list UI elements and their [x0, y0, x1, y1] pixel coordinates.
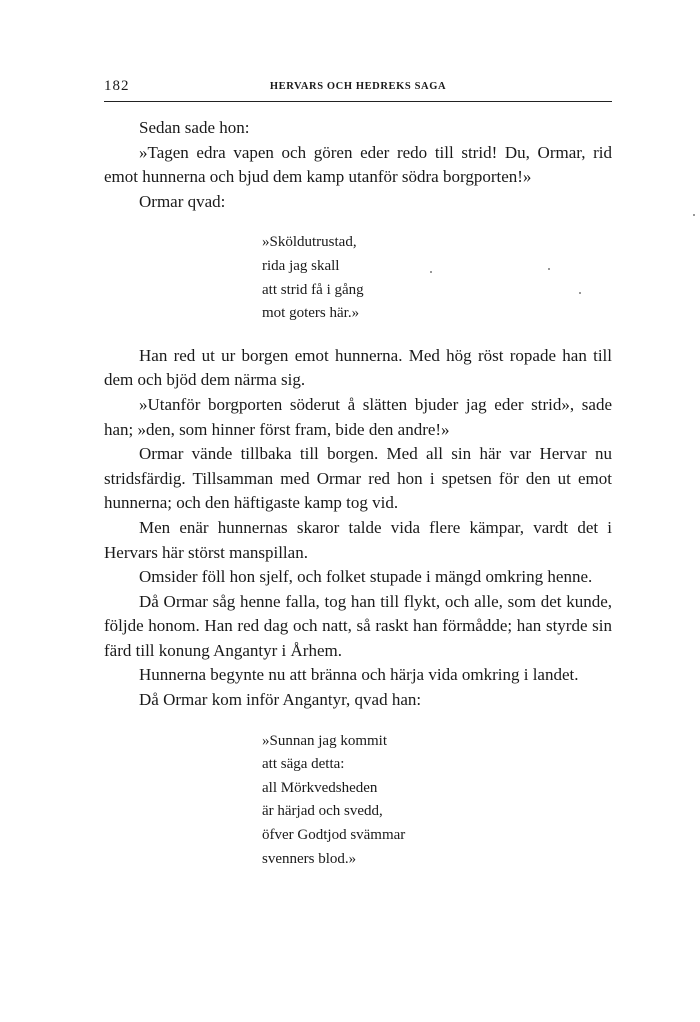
paragraph: »Tagen edra vapen och gören eder redo till strid! Du, Ormar, rid emot hunnerna och bjud dem kamp utanför södra borgporten!»: [104, 142, 612, 187]
verse-stanza: [104, 730, 612, 872]
header-rule: [104, 101, 612, 102]
paragraph: Hunnerna begynte nu att bränna och härja vida omkring i landet.: [139, 665, 579, 685]
verse-line: är härjad och svedd,: [262, 803, 383, 820]
paper-speck: [548, 268, 550, 270]
verse-line: »Sunnan jag kommit: [262, 732, 387, 749]
running-title: HERVARS OCH HEDREKS SAGA: [269, 81, 447, 92]
verse-stanza: [104, 231, 612, 325]
paragraph: Ormar vände tillbaka till borgen. Med all sin här var Hervar nu stridsfärdig. Tillsamman med Ormar red hon i spetsen för den ut emot hunnerna; och den häftigaste kamp tog vid.: [104, 444, 612, 513]
verse-line: att strid få i gång: [262, 281, 364, 298]
body-text: [104, 116, 612, 871]
verse-line: »Sköldutrustad,: [262, 234, 357, 251]
paragraph: Men enär hunnernas skaror talde vida flere kämpar, vardt det i Hervars här störst manspillan.: [104, 517, 612, 562]
paragraph: Han red ut ur borgen emot hunnerna. Med hög röst ropade han till dem och bjöd dem närma sig.: [104, 345, 612, 390]
paragraph: Ormar qvad:: [139, 191, 226, 211]
paper-speck: [579, 292, 581, 294]
paper-speck: [693, 214, 695, 216]
paragraph: Då Ormar kom inför Angantyr, qvad han:: [139, 690, 422, 710]
page-header: [104, 78, 612, 100]
verse-line: mot goters här.»: [262, 305, 360, 322]
paragraph: Omsider föll hon sjelf, och folket stupade i mängd omkring henne.: [139, 567, 593, 587]
paragraph: Sedan sade hon:: [139, 118, 250, 137]
verse-line: svenners blod.»: [262, 850, 357, 867]
paper-speck: [430, 271, 432, 273]
verse-line: all Mörkvedsheden: [262, 779, 378, 796]
paragraph: »Utanför borgporten söderut å slätten bjuder jag eder strid», sade han; »den, som hinner först fram, bide den andre!»: [104, 394, 612, 439]
verse-line: att säga detta:: [262, 756, 345, 773]
verse-line: öfver Godtjod svämmar: [262, 827, 406, 844]
page-number: 182: [104, 78, 130, 94]
verse-line: rida jag skall: [262, 257, 340, 274]
paragraph: Då Ormar såg henne falla, tog han till flykt, och alle, som det kunde, följde honom. Han red dag och natt, så raskt han förmådde; han styrde sin färd till konung Angantyr i Århem.: [104, 591, 612, 660]
